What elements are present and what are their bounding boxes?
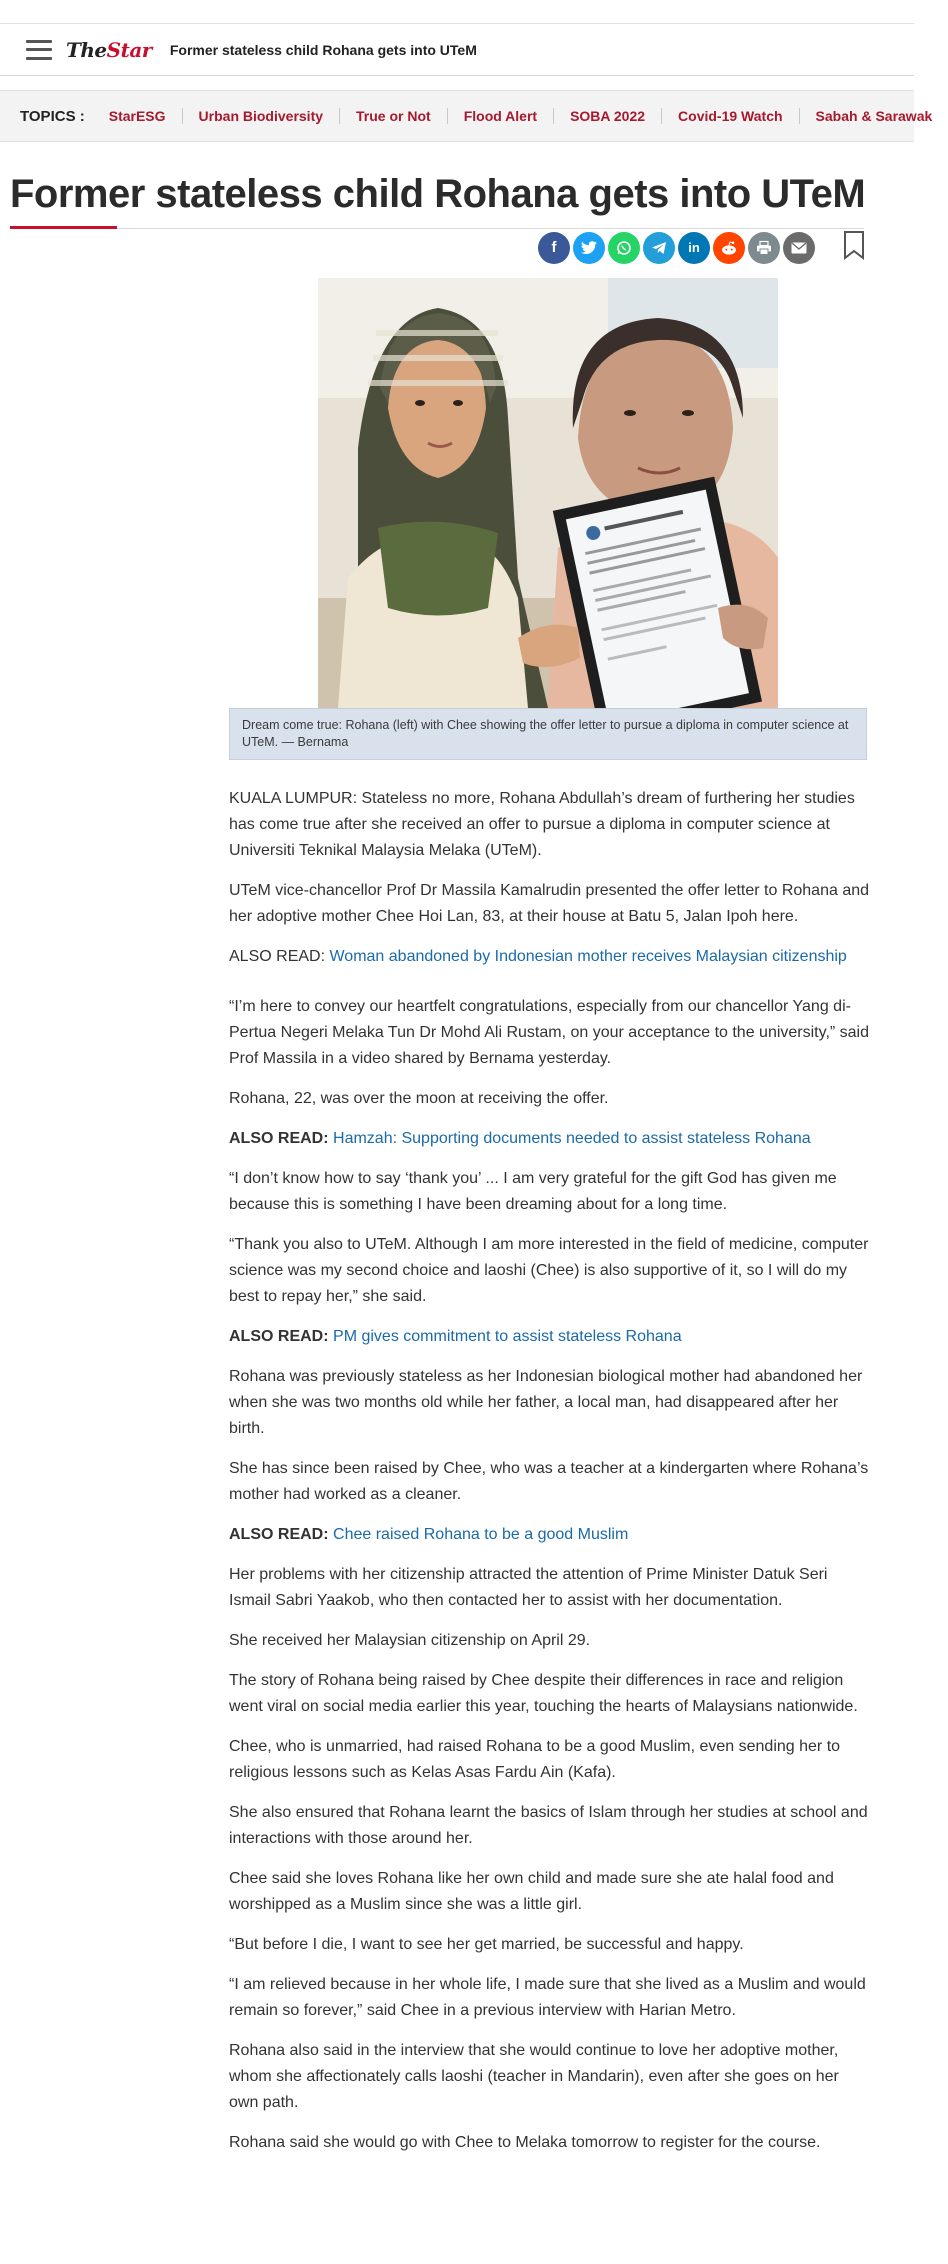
site-header: [0, 24, 914, 76]
also-read: [229, 944, 869, 970]
also-read-label: ALSO READ:: [229, 1526, 329, 1543]
also-read-link[interactable]: Woman abandoned by Indonesian mother receives Malaysian citizenship: [329, 948, 847, 965]
topic-link[interactable]: Flood Alert: [447, 108, 553, 124]
telegram-icon[interactable]: [643, 232, 675, 264]
headline-divider: [10, 226, 864, 229]
article-body: [229, 786, 869, 2170]
topics-label: TOPICS :: [20, 107, 85, 125]
also-read: [229, 1522, 869, 1548]
reddit-icon[interactable]: [713, 232, 745, 264]
article-paragraph: “But before I die, I want to see her get married, be successful and happy.: [229, 1936, 744, 1953]
article-paragraph: UTeM vice-chancellor Prof Dr Massila Kamalrudin presented the offer letter to Rohana and her adoptive mother Chee Hoi Lan, 83, at their house at Batu 5, Jalan Ipoh here.: [229, 882, 870, 925]
also-read-label: ALSO READ:: [229, 1130, 329, 1147]
top-strip: [0, 0, 914, 24]
article-paragraph: “I’m here to convey our heartfelt congratulations, especially from our chancellor Yang di-Pertua Negeri Melaka Tun Dr Mohd Ali Rustam, on your acceptance to the university,” said Prof Massila in a video shared by Bernama yesterday.: [229, 998, 870, 1067]
also-read-label: ALSO READ:: [229, 948, 326, 965]
article-paragraph: “I am relieved because in her whole life, I made sure that she lived as a Muslim and would remain so forever,” said Chee in a previous interview with Harian Metro.: [229, 1976, 866, 2019]
topic-link[interactable]: Sabah & Sarawak: [799, 108, 948, 124]
article-paragraph: Rohana also said in the interview that she would continue to love her adoptive mother, whom she affectionately calls laoshi (teacher in Mandarin), even after she goes on her own path.: [229, 2042, 839, 2111]
article-paragraph: KUALA LUMPUR: Stateless no more, Rohana Abdullah’s dream of furthering her studies has come true after she received an offer to pursue a diploma in computer science at Universiti Teknikal Malaysia Melaka (UTeM).: [229, 790, 855, 859]
article-paragraph: The story of Rohana being raised by Chee despite their differences in race and religion went viral on social media earlier this year, touching the hearts of Malaysians nationwide.: [229, 1672, 858, 1715]
also-read-label: ALSO READ:: [229, 1328, 329, 1345]
also-read: [229, 1324, 869, 1350]
article-paragraph: “I don’t know how to say ‘thank you’ ... I am very grateful for the gift God has given me because this is something I have been dreaming about for a long time.: [229, 1170, 837, 1213]
topics-bar: [0, 90, 933, 142]
site-logo[interactable]: TheStar: [66, 37, 152, 62]
topic-link[interactable]: SOBA 2022: [553, 108, 661, 124]
menu-icon[interactable]: [26, 40, 52, 60]
twitter-icon[interactable]: [573, 232, 605, 264]
article-paragraph: She has since been raised by Chee, who was a teacher at a kindergarten where Rohana’s mother had worked as a cleaner.: [229, 1460, 869, 1503]
print-icon[interactable]: [748, 232, 780, 264]
topic-link[interactable]: StarESG: [108, 108, 166, 124]
article-paragraph: She also ensured that Rohana learnt the basics of Islam through her studies at school and interactions with those around her.: [229, 1804, 868, 1847]
article-paragraph: She received her Malaysian citizenship on April 29.: [229, 1632, 591, 1649]
header-article-title: Former stateless child Rohana gets into UTeM: [169, 41, 477, 58]
article-paragraph: “Thank you also to UTeM. Although I am more interested in the field of medicine, computer science was my second choice and laoshi (Chee) is also supportive of it, so I will do my best to repay her,” she said.: [229, 1236, 869, 1305]
article-paragraph: Chee, who is unmarried, had raised Rohana to be a good Muslim, even sending her to religious lessons such as Kelas Asas Fardu Ain (Kafa).: [229, 1738, 841, 1781]
article-paragraph: Rohana said she would go with Chee to Melaka tomorrow to register for the course.: [229, 2134, 821, 2151]
article-paragraph: Rohana, 22, was over the moon at receiving the offer.: [229, 1090, 609, 1107]
whatsapp-icon[interactable]: [608, 232, 640, 264]
article-paragraph: Rohana was previously stateless as her Indonesian biological mother had abandoned her when she was two months old while her father, a local man, had disappeared after her birth.: [229, 1368, 863, 1437]
bookmark-icon[interactable]: [842, 230, 866, 265]
also-read-link[interactable]: PM gives commitment to assist stateless Rohana: [333, 1328, 682, 1345]
topic-link[interactable]: Urban Biodiversity: [182, 108, 339, 124]
facebook-icon[interactable]: f: [538, 232, 570, 264]
header-spacer: [0, 76, 914, 90]
also-read-link[interactable]: Hamzah: Supporting documents needed to assist stateless Rohana: [333, 1130, 811, 1147]
article-paragraph: Chee said she loves Rohana like her own child and made sure she ate halal food and worshipped as a Muslim since she was a little girl.: [229, 1870, 834, 1913]
photo-caption: Dream come true: Rohana (left) with Chee showing the offer letter to pursue a diploma in computer science at UTeM. — Bernama: [229, 708, 867, 760]
also-read-link[interactable]: Chee raised Rohana to be a good Muslim: [333, 1526, 629, 1543]
article-paragraph: Her problems with her citizenship attracted the attention of Prime Minister Datuk Seri Ismail Sabri Yaakob, who then contacted her to assist with her documentation.: [229, 1566, 828, 1609]
article-headline: Former stateless child Rohana gets into UTeM: [10, 172, 866, 216]
also-read: [229, 1126, 869, 1152]
article-photo: [318, 278, 778, 708]
topic-link[interactable]: True or Not: [339, 108, 447, 124]
linkedin-icon[interactable]: in: [678, 232, 710, 264]
email-icon[interactable]: [783, 232, 815, 264]
topic-link[interactable]: Covid-19 Watch: [661, 108, 799, 124]
headline-block: [0, 142, 914, 229]
share-bar: [538, 230, 866, 265]
